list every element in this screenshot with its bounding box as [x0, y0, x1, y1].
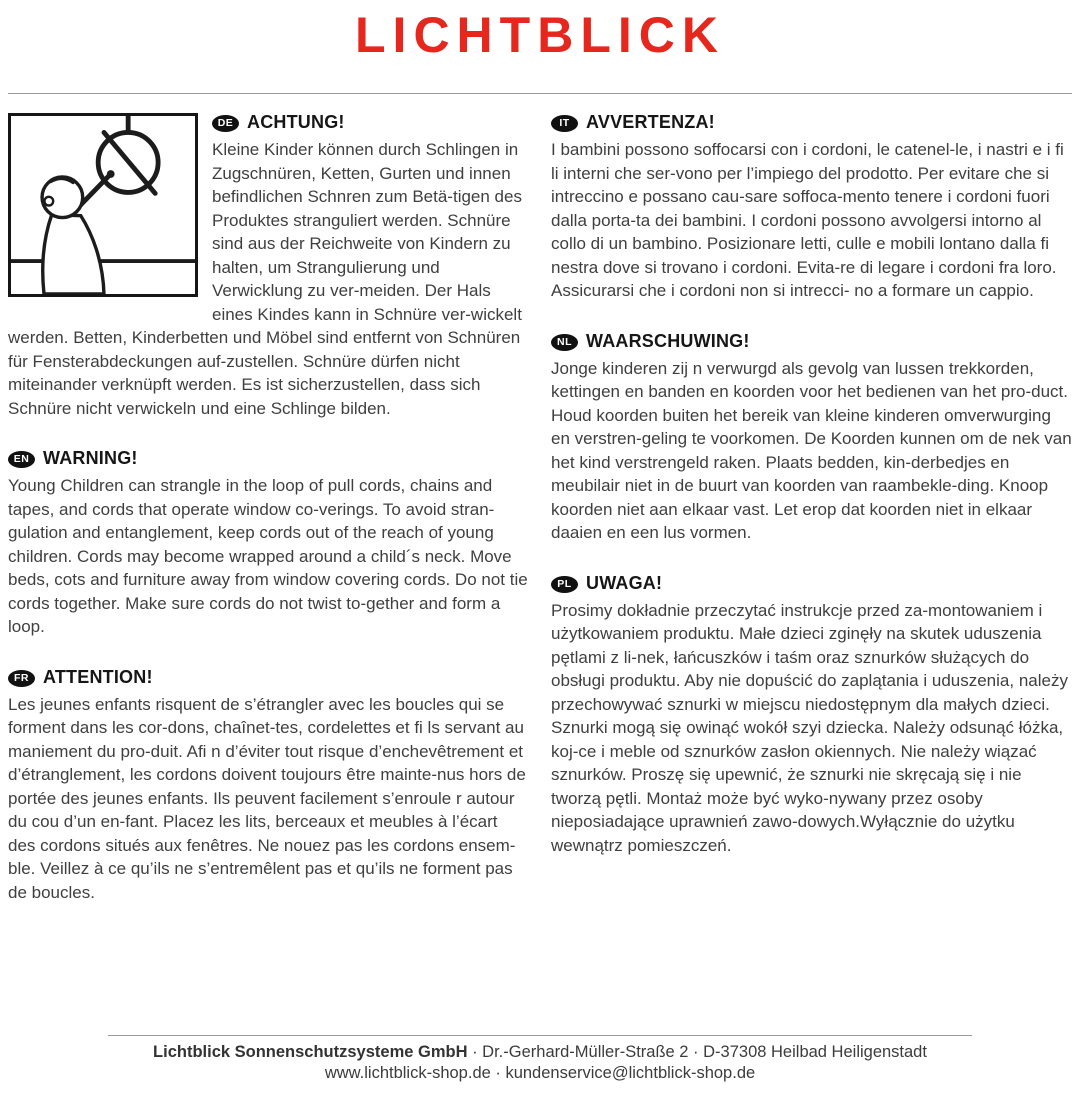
strangulation-hazard-pictogram — [8, 113, 198, 297]
section-title-en: WARNING! — [43, 448, 138, 468]
child-cord-loop-icon — [11, 116, 195, 294]
company-address: · Dr.-Gerhard-Müller-Straße 2 · D-37308 Heilbad Heiligenstadt — [467, 1043, 927, 1061]
language-badge-de: DE — [212, 115, 239, 132]
footer-divider — [108, 1035, 972, 1036]
language-badge-en: EN — [8, 451, 35, 468]
section-pl — [551, 571, 1072, 858]
right-column — [551, 110, 1072, 1016]
section-body-nl: Jonge kinderen zij n verwurgd als gevolg van lussen trekkorden, kettingen en banden en koorden voor het bedienen van het pro-duct. Houd koorden buiten het bereik van kleine kinderen omverwurging en verstren-geling te voorkomen. De Koorden kunnen om de nek van het kind verstrengeld raken. Plaats bedden, kin-derbedjes en meubilair niet in de buurt van koorden van raambekle-ding. Knoop koorden niet aan elkaar vast. Let erop dat koorden niet in elkaar daaien en een lus vormen. — [551, 358, 1072, 542]
language-badge-pl: PL — [551, 576, 578, 593]
footer-contact-line: www.lichtblick-shop.de · kundenservice@lichtblick-shop.de — [324, 1064, 756, 1082]
section-heading-pl — [551, 571, 1072, 596]
section-fr — [8, 665, 529, 905]
company-name: Lichtblick Sonnenschutzsysteme GmbH — [153, 1043, 468, 1061]
section-it — [551, 110, 1072, 303]
section-title-pl: UWAGA! — [586, 572, 663, 593]
footer-company-line — [0, 1043, 1080, 1062]
section-title-de: ACHTUNG! — [247, 112, 345, 132]
section-heading-nl — [551, 329, 1072, 354]
section-body-it: I bambini possono soffocarsi con i cordoni, le catenel-le, i nastri e i fi li interni che ser-vono per l’impiego del prodotto. Per evitare che si intreccino e possano cau-sare soffoca-mento tenere i cordoni fuori dalla porta-ta dei bambini. I cordoni possono avvolgersi intorno al collo di un bambino. Posizionare letti, culle e mobili lontano dalla fi nestra dove si trovano i cordoni. Evita-re di legare i cordoni fra loro. Assicurarsi che i cordoni non si intrecci- no a formare un cappio. — [551, 140, 1064, 300]
footer — [0, 1035, 1080, 1094]
section-heading-fr — [8, 665, 529, 690]
section-title-nl: WAARSCHUWING! — [586, 330, 750, 351]
left-column — [8, 110, 529, 1016]
section-body-en: Young Children can strangle in the loop of pull cords, chains and tapes, and cords that operate window co-verings. To avoid stran-gulation and entanglement, keep cords out of the reach of young children. Cords may become wrapped around a child´s neck. Move beds, cots and furniture away from window covering cords. Do not tie cords together. Make sure cords do not twist to-gether and form a loop. — [8, 476, 528, 636]
language-badge-nl: NL — [551, 334, 578, 351]
content-columns — [0, 94, 1080, 1016]
section-nl — [551, 329, 1072, 545]
section-heading-en — [8, 446, 529, 471]
section-en — [8, 446, 529, 639]
language-badge-fr: FR — [8, 670, 35, 687]
section-title-it: AVVERTENZA! — [586, 112, 715, 132]
section-body-pl: Prosimy dokładnie przeczytać instrukcje przed za-montowaniem i użytkowaniem produktu. Małe dzieci zginęły na skutek uduszenia pętlami z li-nek, łańcuszków i taśm oraz sznurków służących do obsługi produktu. Aby nie dopuścić do zaplątania i uduszenia, należy przechowywać sznurki w miejscu niedostępnym dla małych dzieci. Sznurki mogą się owinąć wokół szyi dziecka. Należy odsunąć łóżka, koj-ce i meble od sznurków zasłon okiennych. Nie należy wiązać sznurków. Proszę się upewnić, że sznurki nie skręcają się i nie tworzą pętli. Montaż może być wyko-nywany przez osoby nieposiadające uprawnień zawo-dowych.Wyłącznie do użytku wewnątrz pomieszczeń. — [551, 600, 1068, 855]
brand-logo: LICHTBLICK — [355, 7, 725, 63]
section-de — [8, 110, 529, 420]
section-body-fr: Les jeunes enfants risquent de s’étrangler avec les boucles qui se forment dans les cor-dons, chaînet-tes, cordelettes et fi ls servant au maniement du pro-duit. Afi n d’éviter tout risque d’enchevêtrement et d’étranglement, les cordons doivent toujours être mainte-nus hors de portée des jeunes enfants. Ils peuvent facilement s’enroule r autour du cou d’un en-fant. Placez les lits, berceaux et meubles à l’écart des cordons situés aux fenêtres. Ne nouez pas les cordons ensem-ble. Veillez à ce qu’ils ne s’entremêlent pas et qu’ils ne forment pas de boucles. — [8, 694, 526, 902]
language-badge-it: IT — [551, 115, 578, 132]
section-heading-it — [551, 110, 1072, 135]
section-title-fr: ATTENTION! — [43, 666, 153, 687]
section-body-de: Kleine Kinder können durch Schlingen in Zugschnüren, Ketten, Gurten und innen befindlichen Schnren zum Betä-tigen des Produktes stranguliert werden. Schnüre sind aus der Reichweite von Kindern zu halten, um Strangulierung und Verwicklung zu ver-meiden. Der Hals eines Kindes kann in Schnüre ver-wickelt werden. Betten, Kinderbetten und Möbel sind entfernt von Schnüren für Fensterabdeckungen auf-zustellen. Schnüre dürfen nicht miteinander verknüpft werden. Es ist sicherzustellen, dass sich Schnüre nicht verwickeln und eine Schlinge bilden. — [8, 140, 522, 418]
